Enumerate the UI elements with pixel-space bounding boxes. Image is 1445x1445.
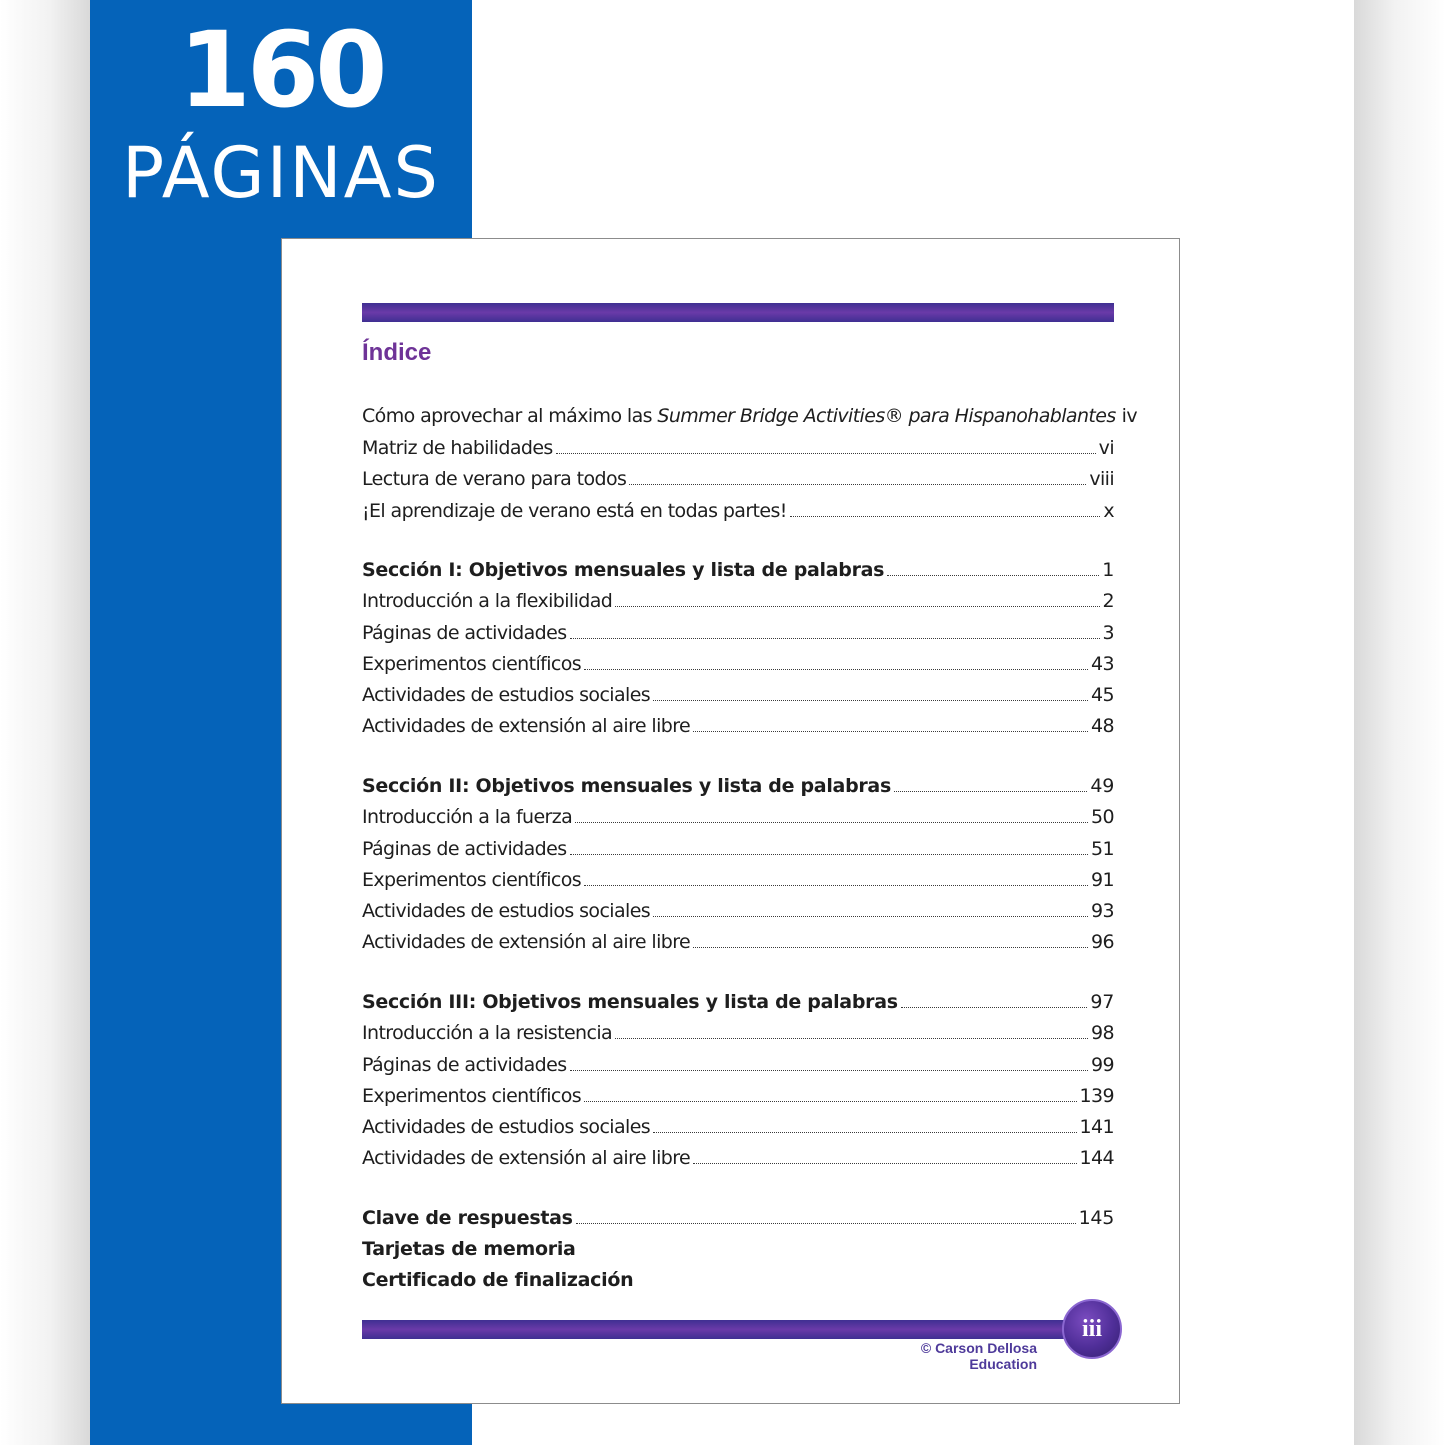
dot-leader — [653, 916, 1088, 917]
toc-entry-page: 50 — [1091, 806, 1114, 828]
toc-entry-page: 45 — [1091, 684, 1114, 706]
toc-entry-label: Actividades de estudios sociales — [362, 1116, 651, 1138]
toc-entry-label: ¡El aprendizaje de verano está en todas partes! — [362, 500, 787, 522]
toc-entry-page: 3 — [1102, 622, 1114, 644]
dot-leader — [894, 791, 1087, 792]
toc-entry-page: 98 — [1091, 1022, 1114, 1044]
dot-leader — [576, 1223, 1076, 1224]
toc-entry-label: Cómo aprovechar al máximo las Summer Bridge Activities® para Hispanohablantes — [362, 405, 1116, 427]
page-shadow-right — [1354, 0, 1445, 1445]
toc-entry-page: 2 — [1102, 590, 1114, 612]
section-heading-label: Sección II: Objetivos mensuales y lista de palabras — [362, 775, 891, 797]
toc-entry — [362, 399, 1137, 427]
toc-entry — [362, 584, 1114, 612]
toc-entry-page: 48 — [1091, 715, 1114, 737]
section-heading — [362, 1263, 1114, 1291]
page-count-label: PÁGINAS — [122, 132, 440, 214]
toc-entry-label: Actividades de extensión al aire libre — [362, 715, 691, 737]
toc-entry-page: iv — [1121, 405, 1137, 427]
section-heading — [362, 769, 1114, 797]
toc-entry-label: Introducción a la resistencia — [362, 1022, 613, 1044]
toc-entry — [362, 647, 1114, 675]
toc-entry — [362, 800, 1114, 828]
header-bar — [362, 303, 1114, 322]
book-page — [281, 238, 1180, 1404]
toc-entry — [362, 678, 1114, 706]
toc-entry-label: Experimentos científicos — [362, 1085, 582, 1107]
dot-leader — [653, 700, 1088, 701]
toc-entry-label: Páginas de actividades — [362, 1054, 567, 1076]
section-heading-page: 49 — [1090, 775, 1114, 797]
toc-entry — [362, 1016, 1114, 1044]
dot-leader — [570, 1070, 1089, 1071]
toc-entry-label: Experimentos científicos — [362, 869, 582, 891]
toc-entry-label: Introducción a la flexibilidad — [362, 590, 613, 612]
toc-entry-page: 139 — [1079, 1085, 1114, 1107]
dot-leader — [901, 1007, 1088, 1008]
toc-entry-page: 43 — [1091, 653, 1114, 675]
toc-entry — [362, 494, 1114, 522]
toc-entry-label: Páginas de actividades — [362, 838, 567, 860]
toc-entry-label: Actividades de estudios sociales — [362, 684, 651, 706]
toc-entry — [362, 894, 1114, 922]
dot-leader — [584, 669, 1088, 670]
toc-entry — [362, 1110, 1114, 1138]
toc-entry-label: Páginas de actividades — [362, 622, 567, 644]
dot-leader — [615, 1038, 1088, 1039]
dot-leader — [556, 453, 1096, 454]
dot-leader — [693, 731, 1088, 732]
page-title: Índice — [362, 339, 432, 366]
toc-entry-label: Actividades de estudios sociales — [362, 900, 651, 922]
toc-entry-page: 96 — [1091, 931, 1114, 953]
toc-entry — [362, 616, 1114, 644]
section-heading-page: 97 — [1090, 991, 1114, 1013]
toc-entry-label: Lectura de verano para todos — [362, 468, 627, 490]
toc-entry-label: Introducción a la fuerza — [362, 806, 573, 828]
dot-leader — [887, 575, 1099, 576]
toc-entry-page: vi — [1098, 437, 1114, 459]
section-heading-label: Sección I: Objetivos mensuales y lista de palabras — [362, 559, 885, 581]
section-heading-label: Certificado de finalización — [362, 1269, 634, 1291]
toc-entry — [362, 925, 1114, 953]
toc-entry-page: 141 — [1079, 1116, 1114, 1138]
toc-entry-page: x — [1103, 500, 1114, 522]
toc-entry-label: Matriz de habilidades — [362, 437, 553, 459]
page-number-badge: iii — [1062, 1299, 1122, 1359]
section-heading-page: 145 — [1078, 1207, 1114, 1229]
toc-entry-label: Actividades de extensión al aire libre — [362, 1147, 691, 1169]
page-count: 160 — [178, 9, 384, 131]
page-shadow-left — [0, 0, 90, 1445]
toc-entry-page: 51 — [1091, 838, 1114, 860]
toc-entry-page: viii — [1089, 468, 1114, 490]
dot-leader — [575, 822, 1088, 823]
section-heading — [362, 553, 1114, 581]
toc-entry-label: Actividades de extensión al aire libre — [362, 931, 691, 953]
dot-leader — [615, 606, 1099, 607]
section-heading — [362, 1232, 1114, 1260]
toc-entry-page: 93 — [1091, 900, 1114, 922]
section-heading — [362, 1201, 1114, 1229]
toc-entry-page: 144 — [1079, 1147, 1114, 1169]
toc-entry-label: Experimentos científicos — [362, 653, 582, 675]
dot-leader — [570, 638, 1100, 639]
toc-entry-page: 99 — [1091, 1054, 1114, 1076]
dot-leader — [629, 484, 1086, 485]
toc-entry-page: 91 — [1091, 869, 1114, 891]
toc-entry — [362, 1048, 1114, 1076]
section-heading-page: 1 — [1102, 559, 1114, 581]
dot-leader — [693, 1163, 1076, 1164]
toc-entry — [362, 431, 1114, 459]
dot-leader — [584, 885, 1088, 886]
dot-leader — [790, 516, 1101, 517]
toc-entry — [362, 1141, 1114, 1169]
footer-bar — [362, 1320, 1074, 1339]
section-heading-label: Clave de respuestas — [362, 1207, 573, 1229]
section-heading-label: Sección III: Objetivos mensuales y lista de palabras — [362, 991, 898, 1013]
dot-leader — [653, 1132, 1076, 1133]
section-heading-label: Tarjetas de memoria — [362, 1238, 576, 1260]
copyright-text: © Carson Dellosa Education — [920, 1340, 1037, 1372]
toc-entry — [362, 1079, 1114, 1107]
toc-entry — [362, 709, 1114, 737]
dot-leader — [584, 1101, 1076, 1102]
toc-entry — [362, 462, 1114, 490]
toc-entry — [362, 832, 1114, 860]
toc-entry — [362, 863, 1114, 891]
dot-leader — [570, 854, 1089, 855]
dot-leader — [693, 947, 1088, 948]
section-heading — [362, 985, 1114, 1013]
